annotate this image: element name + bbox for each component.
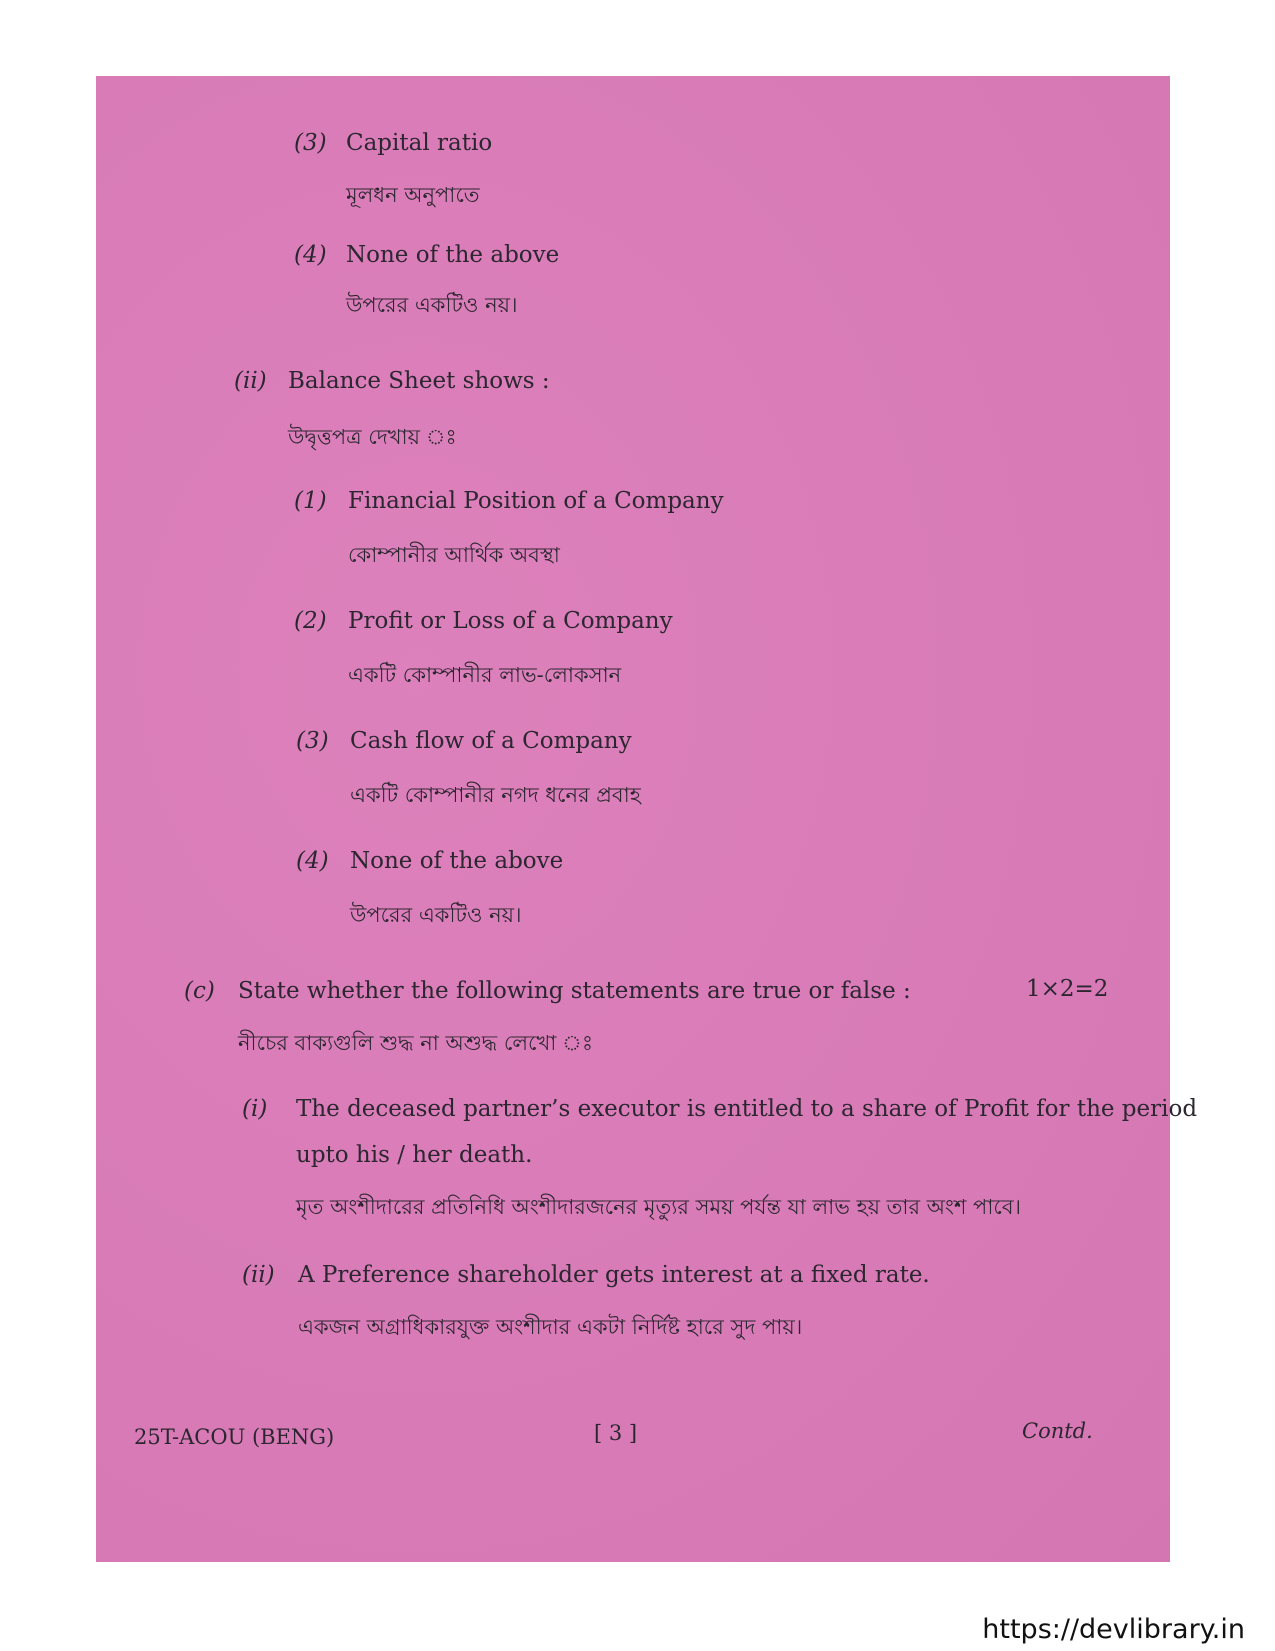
source-watermark: https://devlibrary.in	[982, 1614, 1245, 1645]
marks-label: 1×2=2	[1026, 976, 1109, 1002]
paper-code: 25T-ACOU (BENG)	[134, 1425, 335, 1449]
section-text-bn: নীচের বাক্যগুলি শুদ্ধ না অশুদ্ধ লেখো ঃ	[238, 1031, 594, 1055]
continued-label: Contd.	[1022, 1419, 1093, 1443]
option-text-en: Profit or Loss of a Company	[348, 608, 673, 634]
option-text-bn: একটি কোম্পানীর লাভ-লোকসান	[348, 663, 622, 687]
statement-text-bn: একজন অগ্রাধিকারযুক্ত অংশীদার একটা নির্দিষ্ট হারে সুদ পায়।	[298, 1315, 803, 1339]
section-text-en: State whether the following statements are true or false :	[238, 978, 911, 1004]
option-number: (1)	[294, 488, 327, 514]
option-text-bn: কোম্পানীর আর্থিক অবস্থা	[348, 543, 560, 567]
question-text-en: Balance Sheet shows :	[288, 368, 550, 394]
option-text-bn: উপরের একটিও নয়।	[346, 293, 518, 317]
option-text-en: Capital ratio	[346, 130, 493, 156]
section-number: (c)	[184, 978, 215, 1004]
option-text-en: Cash flow of a Company	[350, 728, 632, 754]
statement-text-en: upto his / her death.	[296, 1142, 533, 1168]
exam-page	[96, 76, 1198, 1562]
statement-text-bn: মৃত অংশীদারের প্রতিনিধি অংশীদারজনের মৃত্যুর সময় পর্যন্ত যা লাভ হয় তার অংশ পাবে।	[296, 1195, 1022, 1219]
option-number: (2)	[294, 608, 327, 634]
option-number: (3)	[296, 728, 329, 754]
statement-text-en: A Preference shareholder gets interest at a fixed rate.	[298, 1262, 930, 1288]
option-text-bn: মূলধন অনুপাতে	[346, 183, 480, 207]
option-number: (4)	[296, 848, 329, 874]
question-text-bn: উদ্বৃত্তপত্র দেখায় ঃ	[288, 425, 457, 449]
option-text-bn: একটি কোম্পানীর নগদ ধনের প্রবাহ	[350, 783, 641, 807]
option-number: (3)	[294, 130, 327, 156]
option-number: (4)	[294, 242, 327, 268]
statement-number: (ii)	[242, 1262, 275, 1288]
option-text-bn: উপরের একটিও নয়।	[350, 903, 522, 927]
question-number: (ii)	[234, 368, 267, 394]
statement-text-en: The deceased partner’s executor is entitled to a share of Profit for the period	[296, 1096, 1198, 1122]
option-text-en: None of the above	[346, 242, 560, 268]
option-text-en: None of the above	[350, 848, 564, 874]
statement-number: (i)	[242, 1096, 268, 1122]
option-text-en: Financial Position of a Company	[348, 488, 724, 514]
page-number: [ 3 ]	[594, 1421, 638, 1445]
